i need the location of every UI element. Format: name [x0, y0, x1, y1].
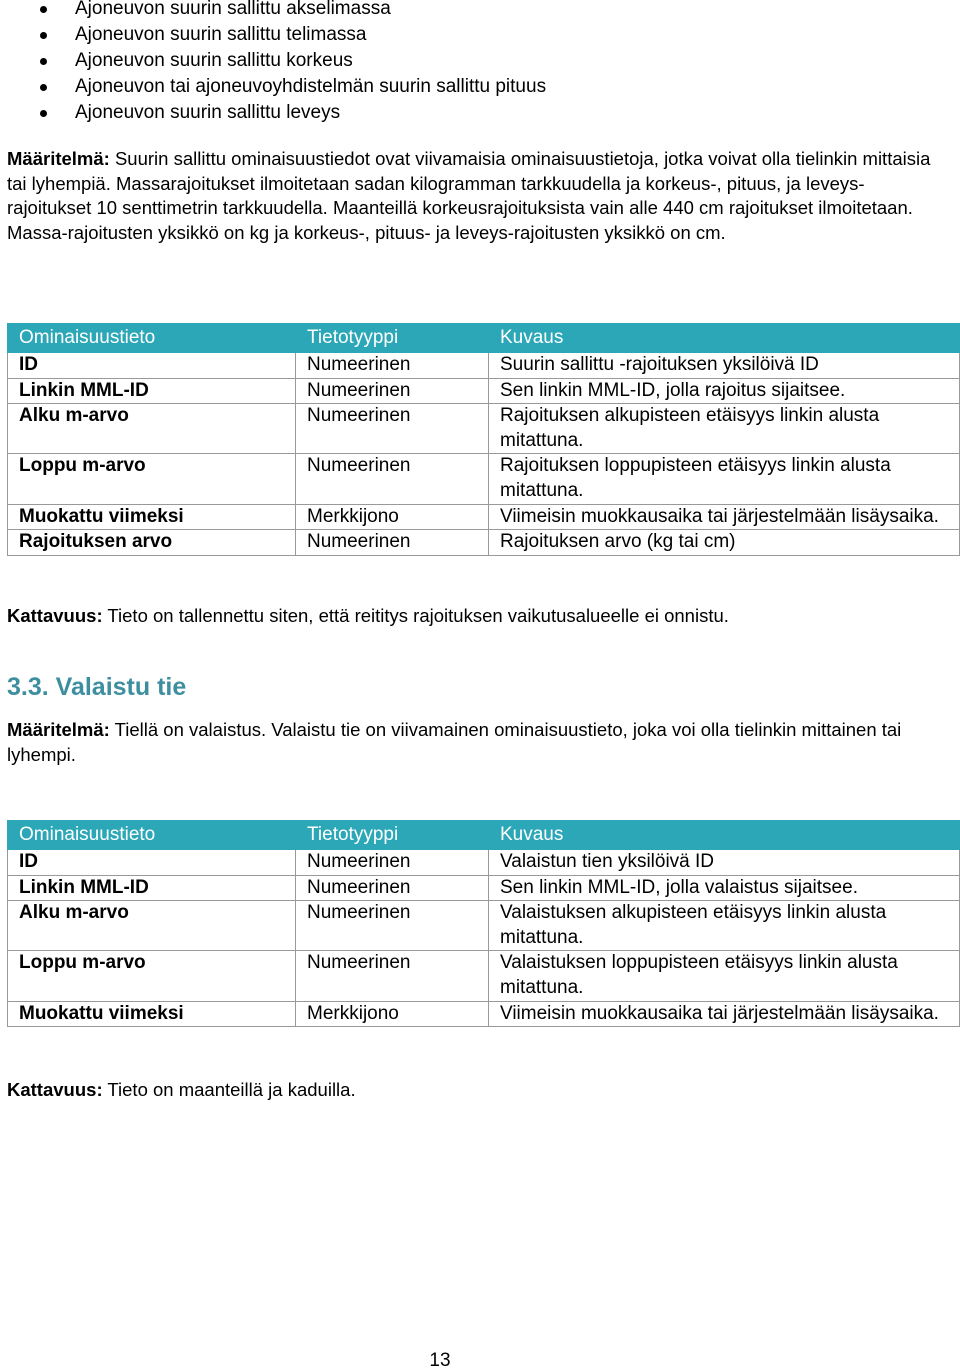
coverage-label: Kattavuus:: [7, 605, 103, 626]
column-header-description: Kuvaus: [489, 324, 960, 353]
description-cell: Sen linkin MML-ID, jolla rajoitus sijaitsee.: [489, 378, 960, 404]
table-header-row: [8, 821, 960, 850]
description-cell: Valaistun tien yksilöivä ID: [489, 850, 960, 876]
attribute-table-lighting: [7, 820, 960, 1027]
table-row: [8, 875, 960, 901]
datatype-cell: Numeerinen: [296, 404, 489, 454]
table-header-row: [8, 324, 960, 353]
datatype-cell: Numeerinen: [296, 454, 489, 504]
list-item: Ajoneuvon tai ajoneuvoyhdistelmän suurin sallittu pituus: [0, 74, 960, 100]
table-row: [8, 901, 960, 951]
attribute-name-cell: Linkin MML-ID: [8, 378, 296, 404]
list-item: Ajoneuvon suurin sallittu korkeus: [0, 48, 960, 74]
column-header-attribute: Ominaisuustieto: [8, 324, 296, 353]
coverage-paragraph: [7, 1078, 937, 1103]
definition-label: Määritelmä:: [7, 719, 110, 740]
description-cell: Valaistuksen alkupisteen etäisyys linkin alusta mitattuna.: [489, 901, 960, 951]
description-cell: Suurin sallittu -rajoituksen yksilöivä ID: [489, 353, 960, 379]
attribute-name-cell: Loppu m-arvo: [8, 951, 296, 1001]
attribute-name-cell: ID: [8, 850, 296, 876]
list-item: Ajoneuvon suurin sallittu leveys: [0, 100, 960, 126]
description-cell: Sen linkin MML-ID, jolla valaistus sijaitsee.: [489, 875, 960, 901]
list-item: Ajoneuvon suurin sallittu telimassa: [0, 22, 960, 48]
description-cell: Valaistuksen loppupisteen etäisyys linkin alusta mitattuna.: [489, 951, 960, 1001]
table-row: [8, 353, 960, 379]
table-row: [8, 1001, 960, 1027]
attribute-table-restrictions: [7, 323, 960, 556]
table-row: [8, 454, 960, 504]
definition-paragraph: [7, 147, 937, 245]
description-cell: Rajoituksen arvo (kg tai cm): [489, 530, 960, 556]
column-header-datatype: Tietotyyppi: [296, 324, 489, 353]
attribute-name-cell: Alku m-arvo: [8, 404, 296, 454]
list-item: Ajoneuvon suurin sallittu akselimassa: [0, 0, 960, 22]
coverage-text: Tieto on maanteillä ja kaduilla.: [107, 1079, 356, 1100]
coverage-label: Kattavuus:: [7, 1079, 103, 1100]
datatype-cell: Numeerinen: [296, 951, 489, 1001]
datatype-cell: Merkkijono: [296, 1001, 489, 1027]
datatype-cell: Numeerinen: [296, 378, 489, 404]
column-header-description: Kuvaus: [489, 821, 960, 850]
column-header-datatype: Tietotyyppi: [296, 821, 489, 850]
datatype-cell: Numeerinen: [296, 875, 489, 901]
column-header-attribute: Ominaisuustieto: [8, 821, 296, 850]
attribute-name-cell: Loppu m-arvo: [8, 454, 296, 504]
table-row: [8, 404, 960, 454]
attribute-name-cell: Muokattu viimeksi: [8, 1001, 296, 1027]
definition-text: Suurin sallittu ominaisuustiedot ovat viivamaisia ominaisuustietoja, jotka voivat olla tielinkin mittaisia tai lyhempiä. Massarajoitukset ilmoitetaan sadan kilogramman tarkkuudella ja korkeus-, pituus, ja leveys-rajoitukset 10 senttimetrin tarkkuudella. Maanteillä korkeusrajoituksista vain alle 440 cm rajoitukset ilmoitetaan. Massa-rajoitusten yksikkö on kg ja korkeus-, pituus- ja leveys-rajoitusten yksikkö on cm.: [7, 148, 931, 243]
datatype-cell: Numeerinen: [296, 901, 489, 951]
definition-label: Määritelmä:: [7, 148, 110, 169]
page-number: 13: [429, 1350, 451, 1371]
datatype-cell: Numeerinen: [296, 530, 489, 556]
restriction-type-list: [0, 0, 960, 126]
table-row: [8, 850, 960, 876]
table-row: [8, 530, 960, 556]
attribute-name-cell: Linkin MML-ID: [8, 875, 296, 901]
description-cell: Viimeisin muokkausaika tai järjestelmään lisäysaika.: [489, 1001, 960, 1027]
attribute-name-cell: Alku m-arvo: [8, 901, 296, 951]
description-cell: Rajoituksen alkupisteen etäisyys linkin alusta mitattuna.: [489, 404, 960, 454]
attribute-name-cell: Rajoituksen arvo: [8, 530, 296, 556]
datatype-cell: Numeerinen: [296, 353, 489, 379]
definition-paragraph: [7, 718, 937, 767]
description-cell: Viimeisin muokkausaika tai järjestelmään lisäysaika.: [489, 504, 960, 530]
attribute-name-cell: ID: [8, 353, 296, 379]
table-row: [8, 378, 960, 404]
datatype-cell: Merkkijono: [296, 504, 489, 530]
datatype-cell: Numeerinen: [296, 850, 489, 876]
section-heading: 3.3. Valaistu tie: [7, 673, 187, 701]
table-row: [8, 951, 960, 1001]
coverage-text: Tieto on tallennettu siten, että reititys rajoituksen vaikutusalueelle ei onnistu.: [107, 605, 729, 626]
attribute-name-cell: Muokattu viimeksi: [8, 504, 296, 530]
definition-text: Tiellä on valaistus. Valaistu tie on viivamainen ominaisuustieto, joka voi olla tielinkin mittainen tai lyhempi.: [7, 719, 902, 765]
description-cell: Rajoituksen loppupisteen etäisyys linkin alusta mitattuna.: [489, 454, 960, 504]
table-row: [8, 504, 960, 530]
coverage-paragraph: [7, 604, 937, 629]
